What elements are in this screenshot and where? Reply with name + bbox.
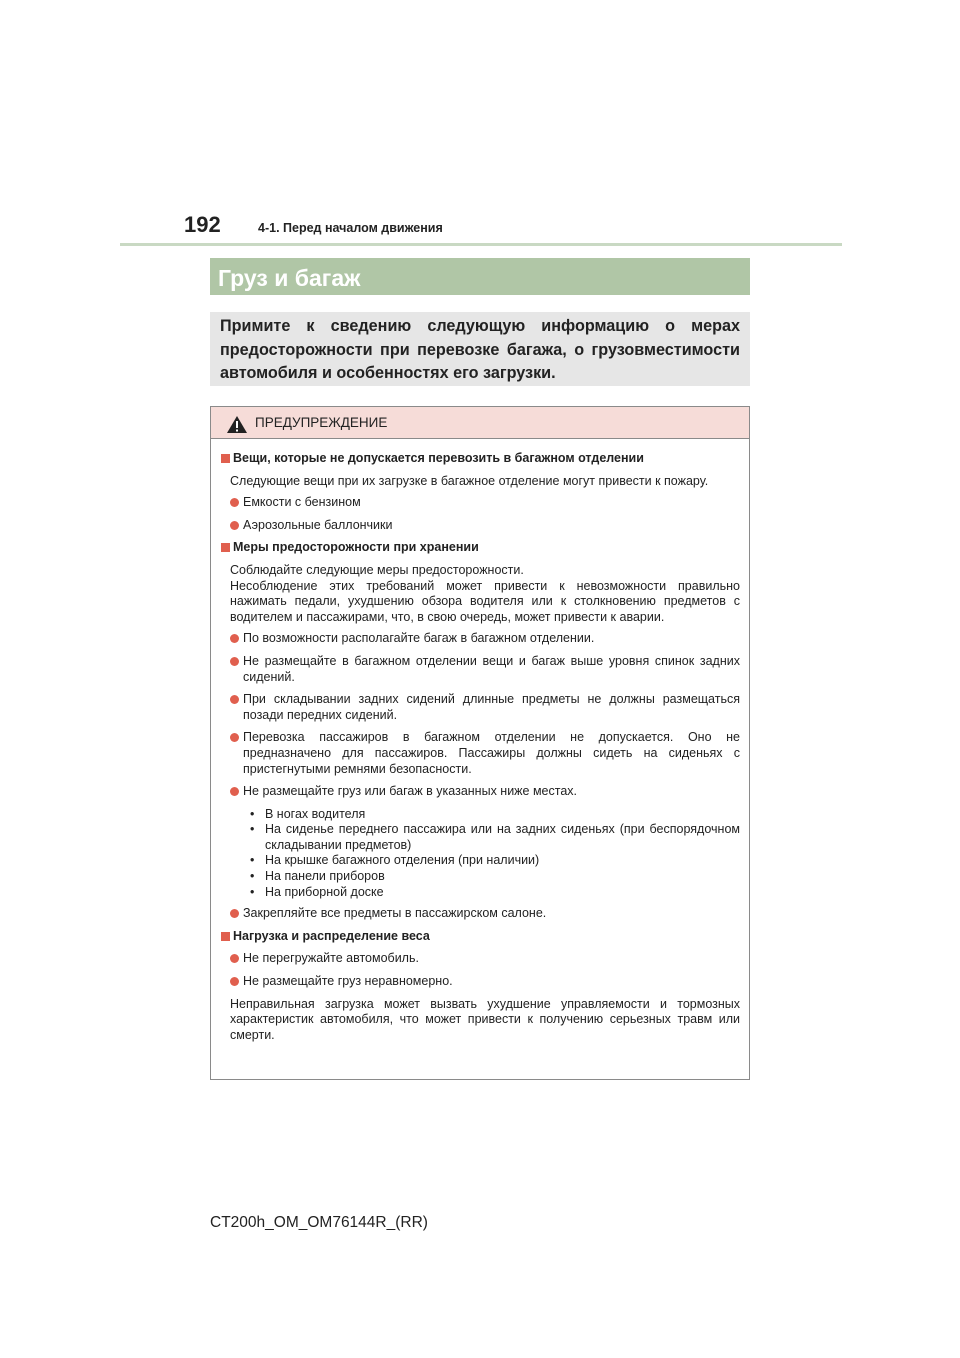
sub-list	[220, 807, 740, 901]
sub-list-item: • На приборной доске	[247, 885, 740, 901]
list-item: Закрепляйте все предметы в пассажирском салоне.	[220, 906, 740, 922]
intro-box	[210, 312, 750, 386]
page-number: 192	[184, 212, 221, 237]
document-code: CT200h_OM_OM76144R_(RR)	[210, 1214, 428, 1231]
list-item: Не перегружайте автомобиль.	[220, 951, 740, 967]
sub-list-item: • В ногах водителя	[247, 807, 740, 823]
warning-heading-weight: Нагрузка и распределение веса	[220, 929, 740, 945]
sub-list-item: • На крышке багажного отделения (при наличии)	[247, 853, 740, 869]
list-item: По возможности располагайте багаж в багажном отделении.	[220, 631, 740, 647]
warning-box	[210, 406, 750, 1080]
warning-triangle-icon	[226, 415, 248, 434]
warning-paragraph: Несоблюдение этих требований может привести к невозможности правильно нажимать педали, ухудшению обзора водителя или к столкновению предметов с водителем и пассажирами, что, в свою очередь, может привести к аварии.	[230, 578, 740, 624]
list-item: Не размещайте груз неравномерно.	[220, 974, 740, 990]
list-item: Перевозка пассажиров в багажном отделении не допускается. Оно не предназначено для пассажиров. Пассажиры должны сидеть на сиденьях с пристегнутыми ремнями безопасности.	[220, 730, 740, 777]
header-divider	[120, 243, 842, 246]
warning-heading-prohibited-items: Вещи, которые не допускается перевозить в багажном отделении	[220, 451, 740, 467]
list-item: Емкости с бензином	[220, 495, 740, 511]
sub-list-item: • На панели приборов	[247, 869, 740, 885]
list-item: При складывании задних сидений длинные предметы не должны размещаться позади передних сидений.	[220, 692, 740, 723]
warning-paragraph: Неправильная загрузка может вызвать ухудшение управляемости и тормозных характеристик автомобиля, что может привести к получению серьезных травм или смерти.	[230, 996, 740, 1042]
list-item: Не размещайте в багажном отделении вещи и багаж выше уровня спинок задних сидений.	[220, 654, 740, 685]
intro-text: Примите к сведению следующую информацию о мерах предосторожности при перевозке багажа, о грузовместимости автомобиля и особенностях его загрузки.	[220, 317, 740, 382]
list-item: Аэрозольные баллончики	[220, 518, 740, 534]
warning-header	[211, 407, 749, 439]
warning-body	[211, 439, 749, 1043]
sub-list-item: • На сиденье переднего пассажира или на задних сиденьях (при беспорядочном складывании предметов)	[247, 822, 740, 853]
warning-heading-storage: Меры предосторожности при хранении	[220, 540, 740, 556]
warning-title: ПРЕДУПРЕЖДЕНИЕ	[255, 415, 388, 430]
section-label: 4-1. Перед началом движения	[258, 221, 443, 235]
list-item: Не размещайте груз или багаж в указанных ниже местах.	[220, 784, 740, 800]
warning-paragraph: Соблюдайте следующие меры предосторожности.	[230, 562, 524, 577]
page-title: Груз и багаж	[210, 258, 750, 295]
warning-paragraph: Следующие вещи при их загрузке в багажное отделение могут привести к пожару.	[230, 473, 709, 488]
